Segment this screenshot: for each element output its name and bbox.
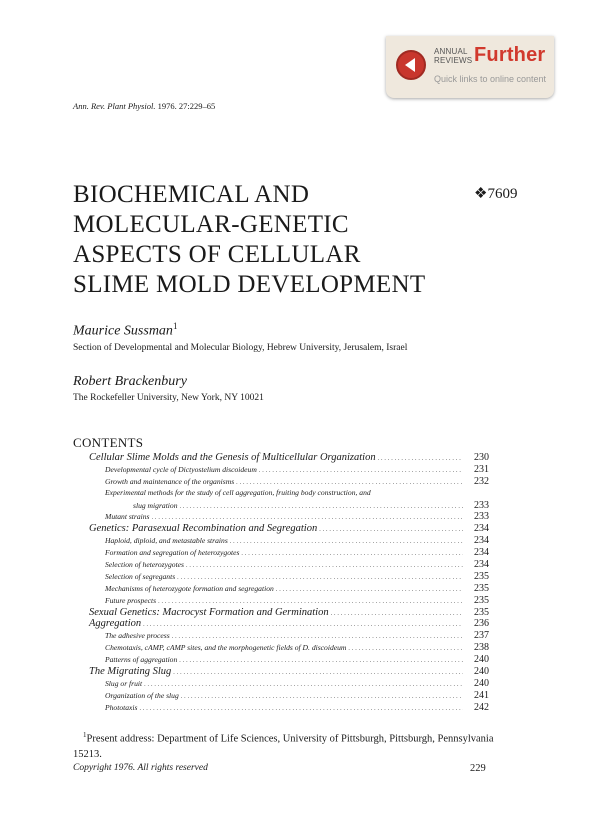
toc-entry-title: Future prospects [105, 595, 157, 605]
title-line: ASPECTS OF CELLULAR [73, 241, 361, 268]
toc-entry [73, 571, 489, 583]
toc-entry [73, 583, 489, 595]
toc-leader-dots [378, 452, 463, 463]
toc-leader-dots [179, 655, 463, 664]
toc-entry [73, 702, 489, 714]
table-of-contents [73, 452, 489, 714]
toc-leader-dots [152, 512, 463, 521]
toc-entry-page: 235 [474, 570, 489, 582]
toc-leader-dots [177, 572, 463, 581]
toc-entry-page: 231 [474, 463, 489, 475]
toc-entry-page: 235 [474, 594, 489, 606]
toc-leader-dots [180, 501, 463, 510]
title-line: SLIME MOLD DEVELOPMENT [73, 271, 426, 298]
toc-leader-dots [230, 536, 463, 545]
toc-entry-title: Patterns of aggregation [105, 655, 178, 665]
author-name: Maurice Sussman$^1$ [73, 321, 178, 339]
toc-entry [73, 523, 489, 535]
journal-name: Ann. Rev. Plant Physiol. [73, 101, 156, 111]
toc-entry-page: 235 [474, 606, 489, 618]
toc-leader-dots [139, 703, 463, 712]
toc-entry [73, 654, 489, 666]
toc-entry-title: Haploid, diploid, and metastable strains [105, 536, 228, 546]
toc-entry-title: Organization of the slug [105, 690, 179, 700]
toc-entry [73, 607, 489, 619]
copyright: Copyright 1976. All rights reserved [73, 763, 208, 773]
title-line: BIOCHEMICAL AND [73, 181, 310, 208]
article-code: ❖7609 [474, 186, 518, 202]
toc-entry-page: 240 [474, 654, 489, 666]
toc-entry-page: 234 [474, 535, 489, 547]
annual-reviews-logo: ANNUAL REVIEWS [434, 47, 473, 65]
toc-entry-title: Slug or fruit [105, 678, 143, 688]
article-title [73, 180, 425, 300]
toc-entry-title: Formation and segregation of heterozygotes [105, 548, 240, 558]
toc-entry-page: 242 [474, 701, 489, 713]
toc-entry [73, 452, 489, 464]
toc-entry-page: 241 [474, 689, 489, 701]
toc-entry-title: The adhesive process [105, 631, 170, 641]
toc-entry-title: Genetics: Parasexual Recombination and Segregation [89, 523, 318, 535]
toc-entry-title: Chemotaxis, cAMP, cAMP sites, and the morphogenetic fields of D. discoideum [105, 643, 347, 653]
quick-links-label: Quick links to online content [434, 74, 547, 84]
toc-entry [73, 559, 489, 571]
toc-entry [73, 535, 489, 547]
title-line: MOLECULAR-GENETIC [73, 211, 349, 238]
arrow-left-icon [396, 50, 426, 80]
toc-entry [73, 678, 489, 690]
toc-entry-title: slug migration [133, 500, 178, 510]
toc-leader-dots [186, 560, 463, 569]
toc-entry [73, 666, 489, 678]
footnote-text: Present address: Department of Life Sciences, University of Pittsburgh, Pittsburgh, Pennsylvania 15213. [73, 733, 494, 760]
toc-leader-dots [276, 584, 463, 593]
toc-entry [73, 630, 489, 642]
toc-entry-title: Phototaxis [105, 702, 138, 712]
toc-entry-title: Developmental cycle of Dictyostelium discoideum [105, 464, 257, 474]
toc-entry-title: Selection of segregants [105, 571, 176, 581]
author-name: Robert Brackenbury [73, 374, 187, 389]
toc-leader-dots [241, 548, 463, 557]
toc-entry [73, 500, 489, 512]
toc-leader-dots [173, 666, 463, 677]
further-label: Further [474, 44, 546, 66]
toc-leader-dots [259, 465, 463, 474]
toc-entry-page: 234 [474, 523, 489, 535]
toc-leader-dots [181, 691, 463, 700]
toc-leader-dots [348, 643, 463, 652]
footnote [73, 728, 518, 762]
annual-reviews-further-badge[interactable] [386, 36, 554, 98]
toc-entry-page: 240 [474, 677, 489, 689]
toc-entry-page: 233 [474, 511, 489, 523]
author-block [73, 374, 264, 403]
footnote-mark: 1 [83, 731, 87, 739]
journal-citation [73, 101, 215, 111]
toc-entry [73, 488, 489, 500]
toc-entry-title: Selection of heterozygotes [105, 560, 185, 570]
toc-entry [73, 618, 489, 630]
toc-leader-dots [331, 607, 463, 618]
toc-entry-page: 233 [474, 499, 489, 511]
toc-leader-dots [172, 631, 463, 640]
toc-entry-page: 234 [474, 547, 489, 559]
toc-entry [73, 642, 489, 654]
author-affiliation: The Rockefeller University, New York, NY 10021 [73, 393, 264, 403]
toc-entry-page: 238 [474, 642, 489, 654]
author-affiliation: Section of Developmental and Molecular Biology, Hebrew University, Jerusalem, Israel [73, 342, 408, 353]
journal-year-volume: 1976. 27:229–65 [157, 101, 216, 111]
toc-entry-title: Mechanisms of heterozygote formation and segregation [105, 583, 274, 593]
toc-entry-title: Cellular Slime Molds and the Genesis of Multicellular Organization [89, 452, 376, 463]
toc-entry-title: Aggregation [89, 618, 142, 630]
toc-entry-page: 240 [474, 666, 489, 678]
toc-leader-dots [158, 596, 463, 605]
toc-entry [73, 547, 489, 559]
toc-entry-title: The Migrating Slug [89, 666, 172, 678]
toc-entry-title: Mutant strains [105, 512, 150, 522]
toc-entry [73, 476, 489, 488]
toc-entry-page: 236 [474, 618, 489, 630]
toc-entry [73, 595, 489, 607]
toc-leader-dots [143, 618, 463, 629]
footnote-marker: 1 [172, 321, 178, 331]
toc-entry-page: 234 [474, 559, 489, 571]
toc-entry [73, 464, 489, 476]
toc-entry-title: Experimental methods for the study of cell aggregation, fruiting body construction, and [105, 487, 371, 497]
toc-leader-dots [236, 477, 463, 486]
toc-entry-page: 232 [474, 475, 489, 487]
toc-entry-page: 237 [474, 630, 489, 642]
page-number: 229 [470, 763, 486, 774]
contents-heading: CONTENTS [73, 435, 144, 450]
toc-entry-page: 230 [474, 452, 489, 463]
toc-entry-page: 235 [474, 582, 489, 594]
toc-entry [73, 690, 489, 702]
toc-entry-title: Growth and maintenance of the organisms [105, 476, 235, 486]
toc-leader-dots [319, 523, 463, 534]
toc-entry [73, 511, 489, 523]
toc-leader-dots [144, 679, 463, 688]
toc-entry-title: Sexual Genetics: Macrocyst Formation and Germination [89, 606, 329, 618]
author-block [73, 321, 407, 353]
